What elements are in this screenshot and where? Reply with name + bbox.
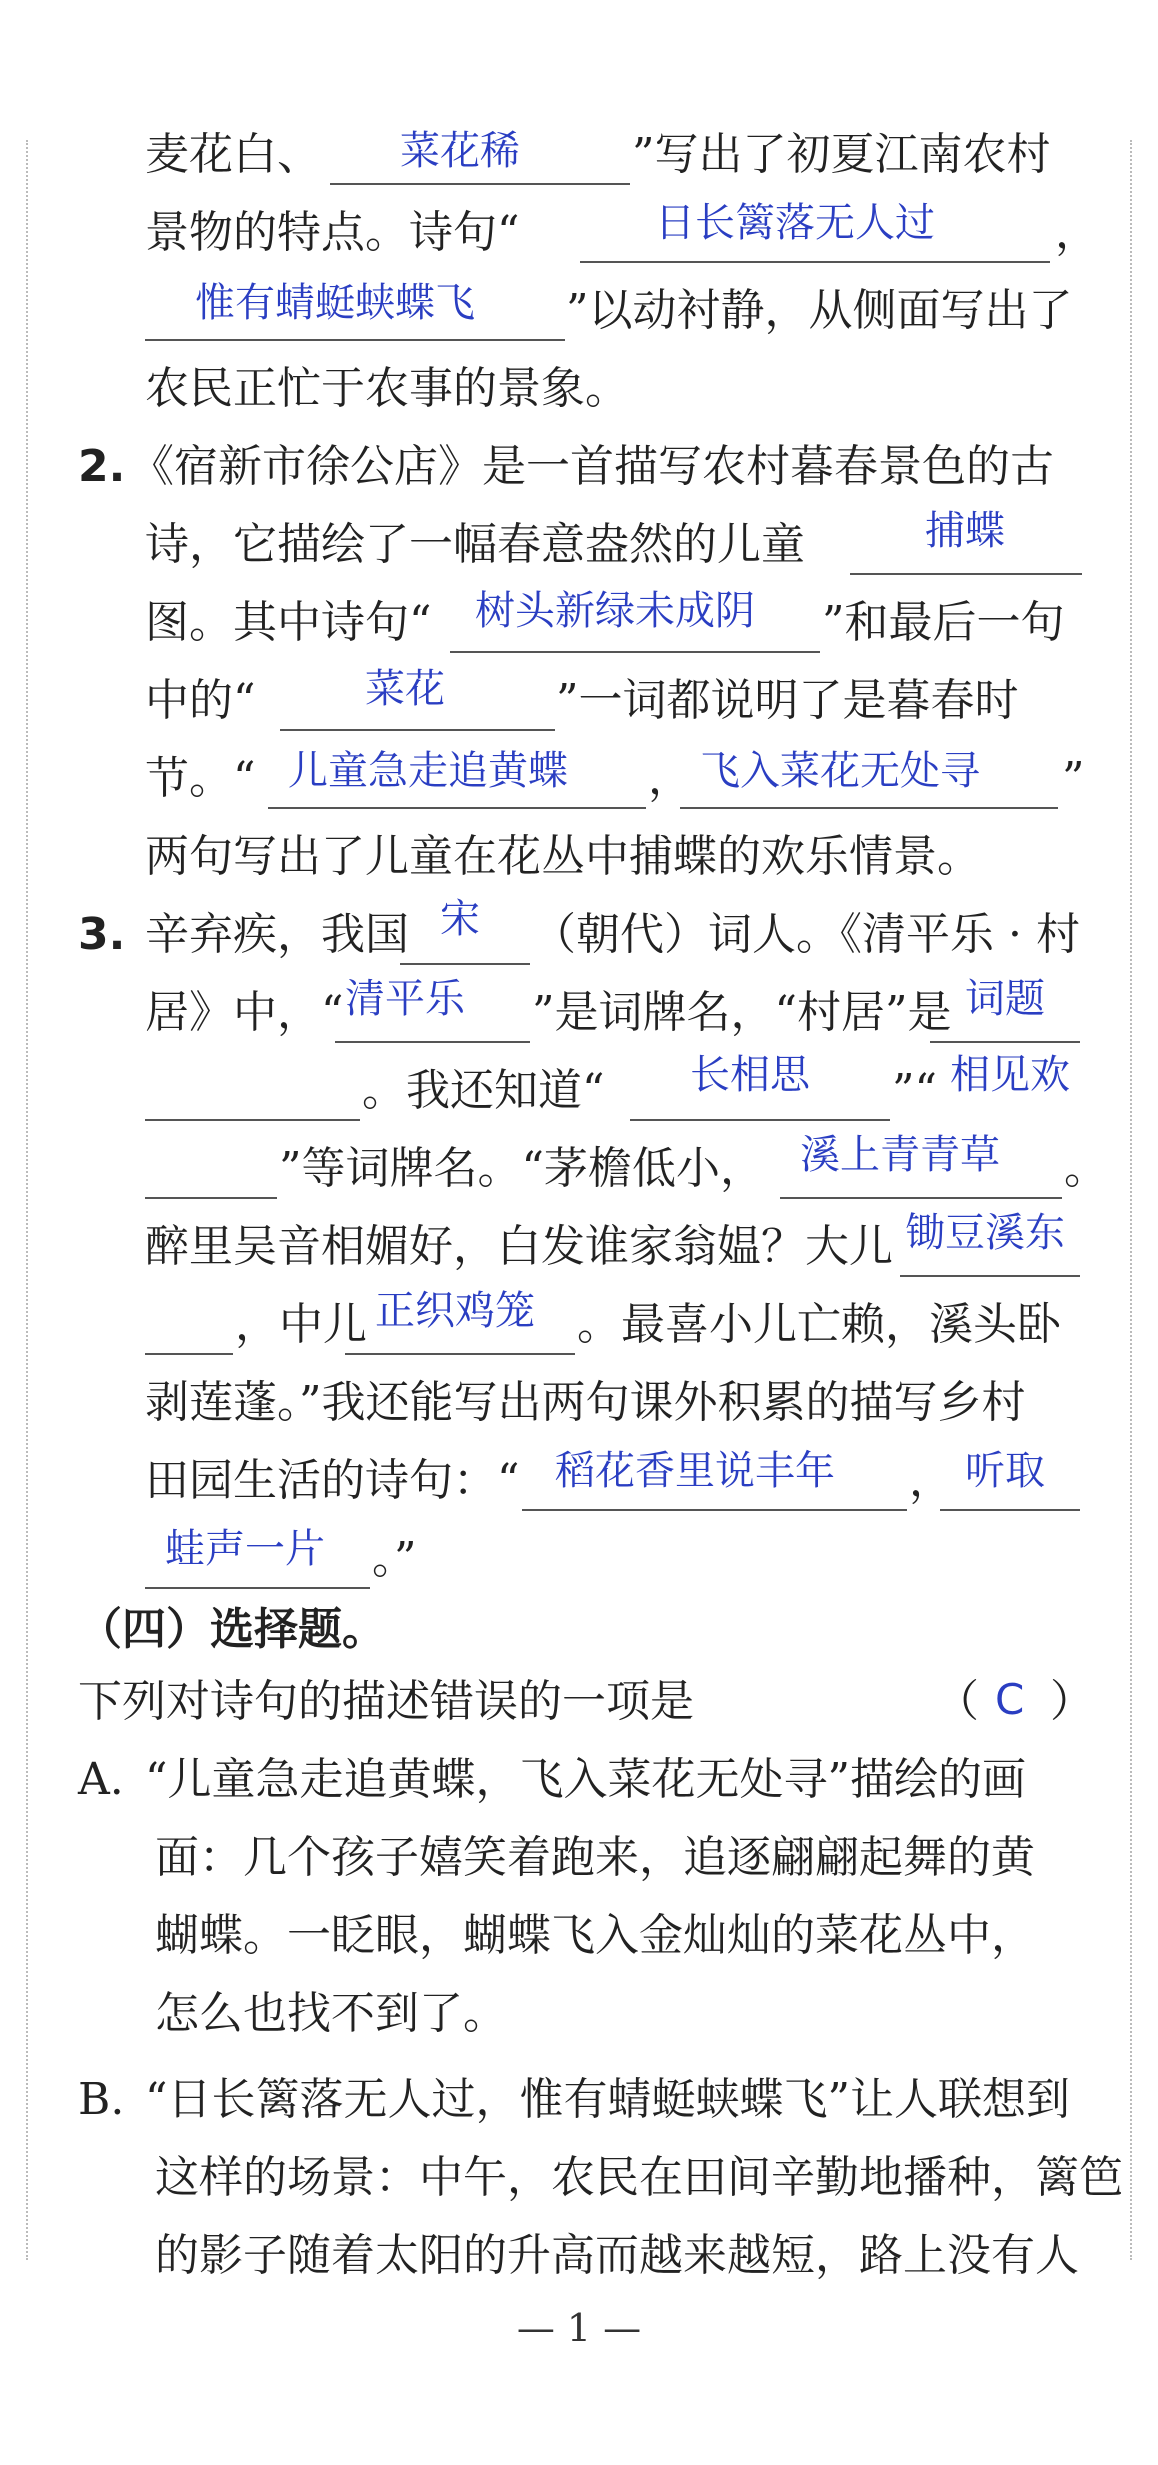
question-number: 2. — [78, 441, 126, 492]
answer-text: 日长篱落无人过 — [655, 200, 935, 246]
answer-text: 听取 — [965, 1448, 1045, 1494]
answer-text: 蛙声一片 — [165, 1526, 325, 1572]
answer-text: 锄豆溪东 — [905, 1210, 1065, 1256]
answer-text: 捕蝶 — [925, 508, 1005, 554]
answer-text: 菜花 — [365, 666, 445, 712]
answer-text: 相见欢 — [950, 1052, 1070, 1098]
answer-text: 溪上青青草 — [800, 1132, 1000, 1178]
answer-text: 飞入菜花无处寻 — [700, 748, 980, 794]
option-a-label: A. — [78, 1754, 124, 1805]
answer-text: 宋 — [440, 896, 480, 942]
right-margin-dots — [1130, 140, 1132, 2260]
answer-text: 长相思 — [690, 1052, 810, 1098]
answer-text: 儿童急走追黄蝶 — [288, 748, 568, 794]
worksheet-page: 麦花白、 菜花稀 ”写出了初夏江南农村 景物的特点。诗句“ 日长篱落无人过 ， 惟有蜻蜓蛱蝶飞 ”以动衬静，从侧面写出了 农民正忙于农事的景象。 2. 《宿新市徐公店》是一首描写农村暮春景色的古 诗，它描绘了一幅春意盎然的儿童 捕蝶 图。其中诗句“ 树头新绿未成阴 ”和最后一句 中的“ 菜花 ”一词都说明了是暮春时 节。“ 儿童急走追黄蝶 ， 飞入菜花无处寻 ” 两句写出了儿童在花丛中捕蝶的欢乐情景。 3. 辛弃疾，我国 宋 （朝代）词人。《清平乐 · 村 居》中，“ 清平乐 ”是词牌名，“村居”是 词题 。我还知道“ 长相思 ”“ 相见欢 ”等词牌名。“茅檐低小， 溪上青青草 。 醉里吴音相媚好，白发谁家翁媪？大儿 锄豆溪东 ，中儿 正织鸡笼 。最喜小儿亡赖，溪头卧 剥莲蓬。”我还能写出两句课外积累的描写乡村 田园生活的诗句：“ 稻花香里说丰年 ， 听取 蛙声一片 。” （四）选择题。 下列对诗句的描述错误的一项是 （ C ） A. “儿童急走追黄蝶，飞入菜花无处寻”描绘的画 面：几个孩子嬉笑着跑来，追逐翩翩起舞的黄 蝴蝶。一眨眼，蝴蝶飞入金灿灿的菜花丛中， 怎么也找不到了。 B. “日长篱落无人过，惟有蜻蜓蛱蝶飞”让人联想到 这样的场景：中午，农民在田间辛勤地播种，篱笆 的影子随着太阳的升高而越来越短，路上没有人 — 1 — — [0, 0, 1158, 2465]
blank[interactable] — [145, 1295, 233, 1355]
page-number: — 1 — — [516, 2306, 642, 2350]
answer-text: 清平乐 — [345, 976, 465, 1022]
answer-text: 菜花稀 — [400, 128, 520, 174]
answer-text: 稻花香里说丰年 — [555, 1448, 835, 1494]
answer-text: 惟有蜻蜓蛱蝶飞 — [195, 280, 475, 326]
answer-text: 正织鸡笼 — [375, 1288, 535, 1334]
question-number: 3. — [78, 909, 126, 960]
left-margin-dots — [26, 140, 28, 2260]
answer-text: 树头新绿未成阴 — [475, 588, 755, 634]
blank[interactable] — [145, 1139, 277, 1199]
option-b-label: B. — [78, 2074, 125, 2125]
blank[interactable] — [145, 1061, 360, 1121]
answer-text: 词题 — [965, 976, 1045, 1022]
answer-choice: C — [995, 1675, 1025, 1724]
